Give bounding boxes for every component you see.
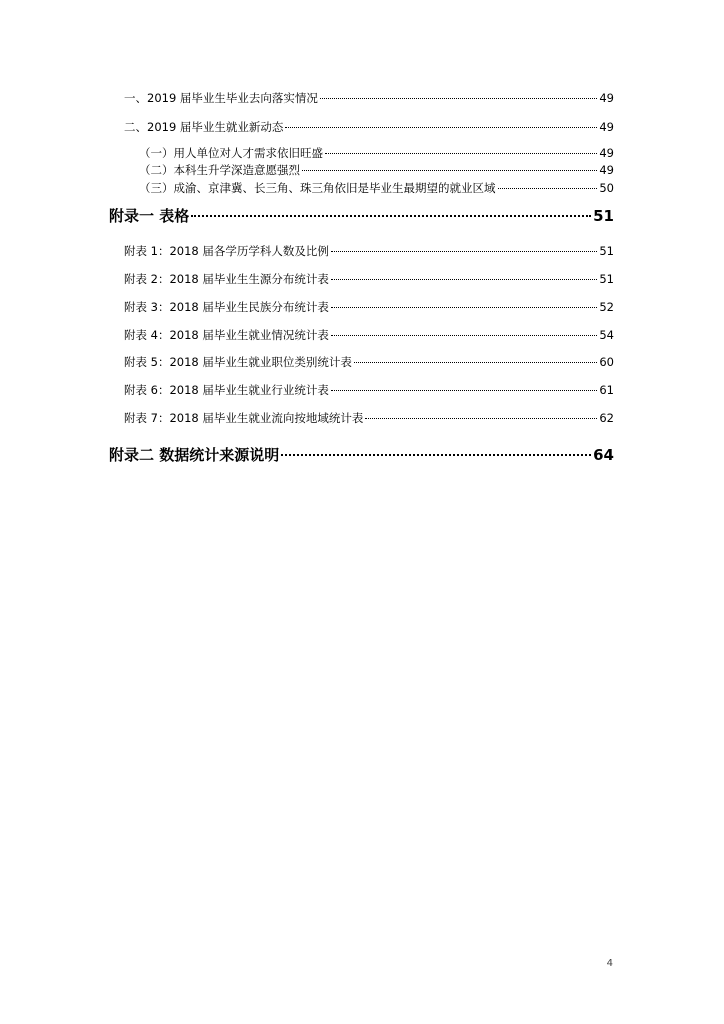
toc-entry-appendix-1[interactable]	[109, 205, 614, 227]
toc-entry-page: 61	[599, 383, 614, 397]
toc-entry-subsection-3[interactable]	[139, 180, 614, 196]
toc-entry-table-3[interactable]	[124, 299, 614, 315]
toc-entry-title: （三）成渝、京津冀、长三角、珠三角依旧是毕业生最期望的就业区域	[139, 181, 496, 195]
toc-entry-table-6[interactable]	[124, 382, 614, 398]
toc-leader-dots	[285, 127, 597, 128]
toc-entry-title: 附表 5：2018 届毕业生就业职位类别统计表	[124, 355, 352, 369]
toc-leader-dots	[354, 362, 597, 363]
toc-entry-page: 50	[599, 181, 614, 195]
toc-leader-dots	[365, 418, 597, 419]
toc-entry-page: 62	[599, 411, 614, 425]
toc-leader-dots	[331, 251, 597, 252]
toc-entry-title: （二）本科生升学深造意愿强烈	[139, 163, 300, 177]
toc-leader-dots	[302, 170, 597, 171]
toc-entry-page: 54	[599, 328, 614, 342]
toc-entry-table-1[interactable]	[124, 243, 614, 259]
toc-entry-page: 60	[599, 355, 614, 369]
toc-leader-dots	[320, 98, 597, 99]
toc-entry-page: 49	[599, 163, 614, 177]
toc-entry-table-4[interactable]	[124, 327, 614, 343]
toc-entry-subsection-1[interactable]	[139, 145, 614, 161]
toc-entry-page: 51	[593, 207, 614, 225]
toc-entry-appendix-2[interactable]	[109, 444, 614, 466]
toc-entry-title: 一、2019 届毕业生毕业去向落实情况	[124, 91, 318, 105]
toc-leader-dots	[191, 215, 591, 217]
toc-entry-section-1[interactable]	[124, 90, 614, 106]
toc-entry-table-5[interactable]	[124, 354, 614, 370]
toc-entry-page: 49	[599, 120, 614, 134]
toc-entry-page: 64	[593, 446, 614, 464]
toc-entry-section-2[interactable]	[124, 119, 614, 135]
toc-entry-title: 附表 7：2018 届毕业生就业流向按地域统计表	[124, 411, 364, 425]
toc-entry-title: 附表 6：2018 届毕业生就业行业统计表	[124, 383, 329, 397]
toc-leader-dots	[331, 335, 597, 336]
toc-leader-dots	[498, 188, 598, 189]
page-number: 4	[606, 958, 613, 969]
toc-leader-dots	[331, 279, 597, 280]
toc-entry-table-2[interactable]	[124, 271, 614, 287]
toc-entry-title: 附表 2：2018 届毕业生生源分布统计表	[124, 272, 329, 286]
toc-entry-title: 附表 1：2018 届各学历学科人数及比例	[124, 244, 329, 258]
toc-entry-page: 49	[599, 91, 614, 105]
toc-leader-dots	[331, 307, 597, 308]
toc-entry-page: 49	[599, 146, 614, 160]
toc-entry-page: 51	[599, 244, 614, 258]
toc-entry-title: 附表 4：2018 届毕业生就业情况统计表	[124, 328, 329, 342]
toc-entry-title: 附录二 数据统计来源说明	[109, 446, 280, 464]
toc-entry-subsection-2[interactable]	[139, 162, 614, 178]
toc-entry-title: 二、2019 届毕业生就业新动态	[124, 120, 284, 134]
toc-entry-page: 52	[599, 300, 614, 314]
toc-leader-dots	[325, 153, 597, 154]
toc-entry-title: 附录一 表格	[109, 207, 190, 225]
toc-entry-table-7[interactable]	[124, 410, 614, 426]
toc-leader-dots	[331, 390, 597, 391]
toc-leader-dots	[281, 454, 591, 456]
toc-entry-title: （一）用人单位对人才需求依旧旺盛	[139, 146, 323, 160]
toc-entry-title: 附表 3：2018 届毕业生民族分布统计表	[124, 300, 329, 314]
toc-entry-page: 51	[599, 272, 614, 286]
